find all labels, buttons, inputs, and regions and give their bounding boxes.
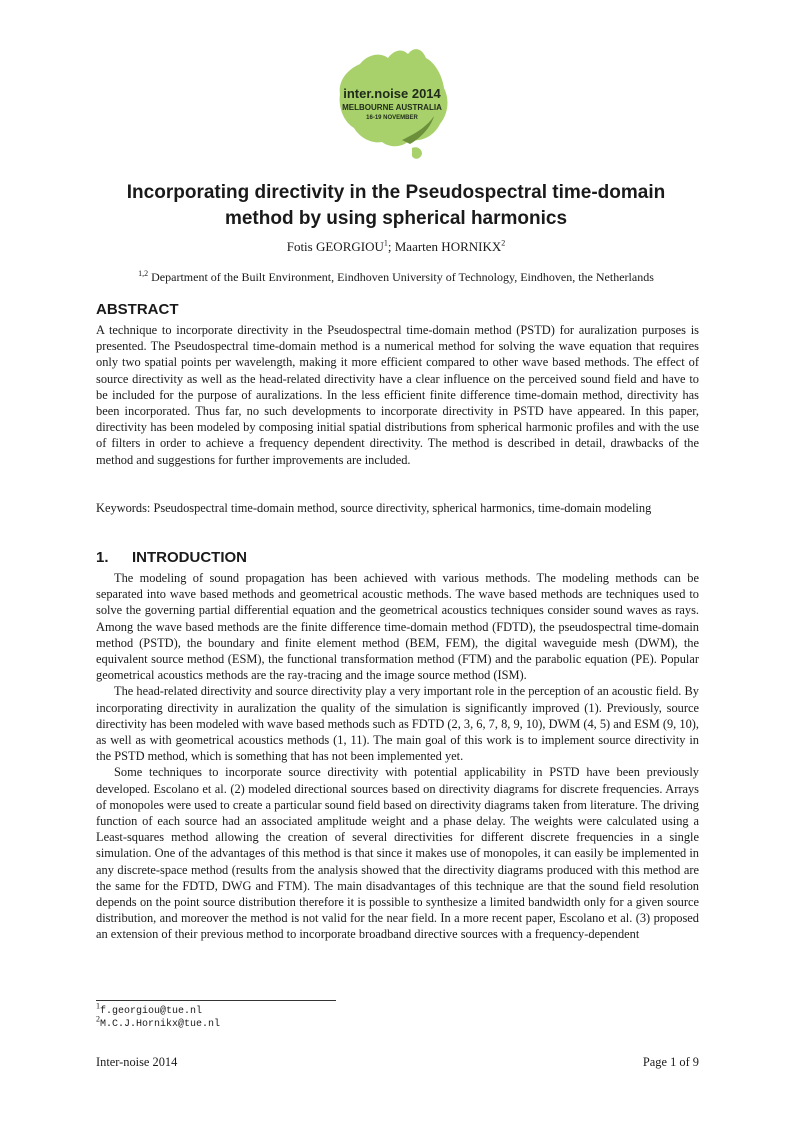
footnote-2-email[interactable]: M.C.J.Hornikx@tue.nl [100, 1019, 221, 1030]
footer-conference-name: Inter-noise 2014 [96, 1055, 178, 1069]
author-2-affiliation-mark: 2 [501, 238, 506, 248]
author-1-affiliation-mark: 1 [383, 238, 388, 248]
affiliation-text: Department of the Built Environment, Eindhoven University of Technology, Eindhoven, the Netherlands [151, 270, 654, 284]
intro-paragraph-2: The head-related directivity and source directivity play a very important role in the perception of an acoustic field. By incorporating directivity in auralization the quality of the simulation is significantly improved (1). Previously, source directivity has been modeled with wave based methods such as FDTD (2, 3, 6, 7, 8, 9, 10), DWM (4, 5) and ESM (9, 10), as well as with geometrical acoustics methods (1, 11). The main goal of this work is to implement source directivity in the PSTD method, which is something that has not been implemented yet. [96, 684, 699, 764]
logo-line1: inter.noise 2014 [343, 86, 441, 101]
intro-paragraph-3: Some techniques to incorporate source directivity with potential applicability in PSTD have been previously developed. Escolano et al. (2) modeled directional sources based on directivity diagrams for discrete frequencies. Arrays of monopoles were used to create a particular sound field based on directivity diagrams taken from literature. The driving function of each source had an associated amplitude weight and a phase delay. The weights were calculated using a Least-squares method allowing the creation of several directivities for different discrete frequencies in a single simulation. One of the advantages of this method is that since it makes use of monopoles, it can easily be implemented in any discrete-space method (results from the analysis showed that the directivity diagrams produced with this method are the same for the FDTD, DWG and FTM). The main disadvantages of this technique are that the sound field resolution depends on the point source distribution therefore it is possible to synthesize a limited bandwidth only for a given source distribution, and moreover the method is not valid for the near field. In a more recent paper, Escolano et al. (3) proposed an extension of their previous method to incorporate broadband directive sources with a frequency-dependent [96, 765, 699, 942]
section-title: INTRODUCTION [132, 549, 247, 566]
footnote-1-email[interactable]: f.georgiou@tue.nl [100, 1006, 203, 1017]
intro-paragraph-1: The modeling of sound propagation has been achieved with various methods. The modeling methods can be separated into wave based methods and geometrical acoustic methods. The wave based methods are techniques used to solve the governing partial differential equation and the geometrical acoustics techniques consider sound waves as rays. Among the wave based methods are the finite difference time-domain method (FDTD), the pseudospectral time-domain method (PSTD), the boundary and finite element method (BEM, FEM), the digital waveguide mesh (DWM), the equivalent source method (ESM), the functional transformation method (FTM) and the parabolic equation (PE). Popular geometrical acoustics methods are the ray-tracing and the image source method (ISM). [96, 571, 699, 683]
abstract-heading: ABSTRACT [96, 301, 179, 318]
logo-line3: 16-19 NOVEMBER [366, 115, 418, 121]
introduction-heading [96, 549, 247, 566]
introduction-body [96, 570, 699, 943]
footnote-2-mark: 2 [96, 1014, 100, 1024]
author-list [96, 239, 696, 255]
conference-logo [330, 44, 454, 164]
footer-page-number: Page 1 of 9 [642, 1055, 699, 1069]
author-2: Maarten HORNIKX [394, 239, 502, 254]
affiliation-mark: 1,2 [138, 269, 149, 278]
logo-line2: MELBOURNE AUSTRALIA [342, 103, 442, 112]
section-number: 1. [96, 549, 109, 566]
keywords: Keywords: Pseudospectral time-domain method, source directivity, spherical harmonics, time-domain modeling [96, 501, 652, 515]
abstract-text: A technique to incorporate directivity in the Pseudospectral time-domain method (PSTD) for auralization purposes is presented. The Pseudospectral time-domain method is a numerical method for solving the wave equation that requires only two spatial points per wavelength, making it more efficient compared to other wave based methods. The effect of source directivity as well as the head-related directivity have a clear influence on the perceived sound field and have to be included for the purpose of auralizations. In the less efficient finite difference time-domain method, directivity has been incorporated. Thus far, no such developments to incorporate directivity in PSTD have appeared. In this paper, directivity has been modeled by composing initial spatial distributions from spherical harmonic profiles and with the use of filters in order to achieve a frequency dependent directivity. The method is described in detail, drawbacks of the method and suggestions for further improvements are included. [96, 323, 699, 467]
affiliation [96, 270, 696, 285]
footnote-2 [96, 1014, 221, 1031]
footnote-divider [96, 1000, 336, 1001]
title-line-2: method by using spherical harmonics [224, 208, 568, 229]
tasmania-shape [412, 147, 422, 159]
paper-title [96, 180, 696, 232]
footnote-1-mark: 1 [96, 1001, 100, 1011]
footnote-1 [96, 1001, 203, 1018]
author-separator: ; [387, 239, 395, 254]
author-1: Fotis GEORGIOU [286, 239, 384, 254]
title-line-1: Incorporating directivity in the Pseudospectral time-domain [126, 182, 666, 203]
